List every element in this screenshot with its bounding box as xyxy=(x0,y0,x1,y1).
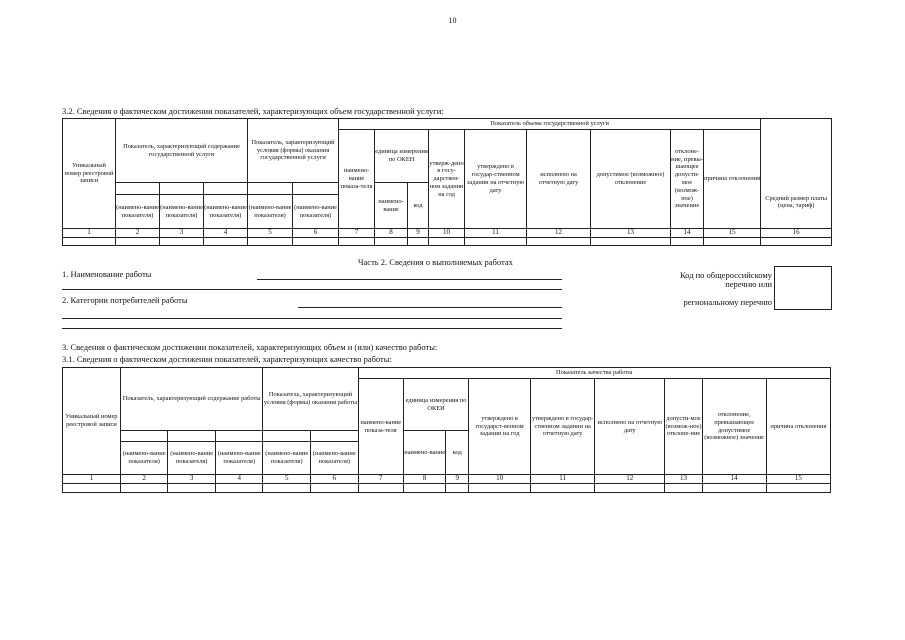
column-number: 15 xyxy=(766,475,830,484)
code-label-2: перечню или xyxy=(725,279,772,289)
page-number: 10 xyxy=(448,16,457,25)
sub-indicator-name: (наимено-вание показателя) xyxy=(116,195,160,229)
column-number: 5 xyxy=(263,475,311,484)
done-header: исполнено на отчетную дату xyxy=(527,130,591,229)
column-number: 7 xyxy=(339,229,375,238)
spacer-cell xyxy=(204,183,248,195)
data-cell[interactable] xyxy=(215,484,263,493)
content-indicator-header: Показатель, характеризующий содержание работы xyxy=(120,368,263,431)
column-number: 3 xyxy=(160,229,204,238)
sub-indicator-name: (наимено-вание показателя) xyxy=(310,442,358,475)
spacer-cell xyxy=(293,183,339,195)
data-cell[interactable] xyxy=(446,484,469,493)
sub-indicator-name: (наимено-вание показателя) xyxy=(204,195,248,229)
unique-number-header: Уникальный номер реестровой записи xyxy=(63,368,121,475)
consumers-line[interactable] xyxy=(298,307,562,308)
approved-year-header: утверж-дено в госу-дарствен-ном задании на год xyxy=(429,130,465,229)
data-cell[interactable] xyxy=(168,484,216,493)
sub-indicator-name: (наимено-вание показателя) xyxy=(293,195,339,229)
column-number: 3 xyxy=(168,475,216,484)
data-cell[interactable] xyxy=(293,238,339,246)
column-number: 1 xyxy=(63,229,116,238)
data-cell[interactable] xyxy=(671,238,704,246)
column-number: 4 xyxy=(204,229,248,238)
column-number: 16 xyxy=(761,229,832,238)
unit-name-header: наимено-вание xyxy=(375,183,408,229)
column-number: 1 xyxy=(63,475,121,484)
column-number: 9 xyxy=(408,229,429,238)
spacer-cell xyxy=(168,431,216,442)
column-number: 12 xyxy=(527,229,591,238)
sub-indicator-name: (наимено-вание показателя) xyxy=(160,195,204,229)
work-name-label: 1. Наименование работы xyxy=(62,269,152,279)
price-header: Средний размер платы (цена, тариф) xyxy=(761,195,832,229)
volume-indicator-header: Показатель объема государственной услуги xyxy=(339,119,761,130)
data-cell[interactable] xyxy=(310,484,358,493)
unit-name-header: наимено-вание xyxy=(403,431,445,475)
spacer-cell xyxy=(263,431,311,442)
column-number: 10 xyxy=(429,229,465,238)
spacer-cell xyxy=(160,183,204,195)
data-cell[interactable] xyxy=(120,484,168,493)
data-cell[interactable] xyxy=(595,484,665,493)
data-cell[interactable] xyxy=(160,238,204,246)
quality-indicator-header: Показатель качества работы xyxy=(358,368,830,379)
sub-indicator-name: (наимено-вание показателя) xyxy=(248,195,293,229)
condition-indicator-header: Показатель, характеризующий условия (формы) оказания работы xyxy=(263,368,358,431)
allowed-deviation-header: допустимое (возможное) отклонение xyxy=(591,130,671,229)
data-cell[interactable] xyxy=(63,238,116,246)
spacer-cell xyxy=(215,431,263,442)
work-name-line[interactable] xyxy=(257,279,562,280)
column-number: 13 xyxy=(665,475,702,484)
data-cell[interactable] xyxy=(591,238,671,246)
data-cell[interactable] xyxy=(469,484,531,493)
data-cell[interactable] xyxy=(665,484,702,493)
column-number: 5 xyxy=(248,229,293,238)
data-cell[interactable] xyxy=(263,484,311,493)
section-3-title: 3. Сведения о фактическом достижении показателей, характеризующих объем и (или) качество работы: xyxy=(62,342,438,352)
data-cell[interactable] xyxy=(465,238,527,246)
sub-indicator-name: (наимено-вание показателя) xyxy=(215,442,263,475)
indicator-name-header: наимено-вание показа-теля xyxy=(358,379,403,475)
indicator-name-header: наимено-вание показа-теля xyxy=(339,130,375,229)
deviation-reason-header: причина отклонения xyxy=(766,379,830,475)
approved-year-header: утверждено в государст-венном задании на год xyxy=(469,379,531,475)
unit-header: единица измерения по ОКЕН xyxy=(375,130,429,183)
column-number: 11 xyxy=(465,229,527,238)
approved-date-header: утверждено в государ-ственном задании на отчетную дату xyxy=(531,379,595,475)
sub-indicator-name: (наимено-вание показателя) xyxy=(263,442,311,475)
spacer-cell xyxy=(248,183,293,195)
unit-code-header: код xyxy=(408,183,429,229)
data-cell[interactable] xyxy=(408,238,429,246)
condition-indicator-header: Показатель, характеризующий условия (формы) оказания государственной услуги xyxy=(248,119,339,183)
unique-number-header: Уникальный номер реестровой записи xyxy=(63,119,116,229)
data-cell[interactable] xyxy=(403,484,445,493)
column-number: 7 xyxy=(358,475,403,484)
work-quality-table xyxy=(62,367,831,493)
column-number: 8 xyxy=(403,475,445,484)
data-cell[interactable] xyxy=(358,484,403,493)
unit-code-header: код xyxy=(446,431,469,475)
column-number: 14 xyxy=(702,475,766,484)
data-cell[interactable] xyxy=(339,238,375,246)
over-deviation-header: отклоне-ние, превы-шающее допусти-мое (возмож-ное) значение xyxy=(671,130,704,229)
consumers-label: 2. Категории потребителей работы xyxy=(62,295,188,305)
data-cell[interactable] xyxy=(375,238,408,246)
code-box[interactable] xyxy=(774,266,832,310)
column-number: 2 xyxy=(120,475,168,484)
column-number: 14 xyxy=(671,229,704,238)
data-cell[interactable] xyxy=(204,238,248,246)
data-cell[interactable] xyxy=(761,238,832,246)
section-3-1-title: 3.1. Сведения о фактическом достижении показателей, характеризующих качество работы: xyxy=(62,354,392,364)
service-volume-table xyxy=(62,118,832,246)
spacer-cell xyxy=(310,431,358,442)
code-label-1: Код по общероссийскому xyxy=(679,270,772,280)
spacer-cell xyxy=(120,431,168,442)
consumers-line-2[interactable] xyxy=(62,318,562,319)
done-header: исполнено на отчетную дату xyxy=(595,379,665,475)
allowed-deviation-header: допусти-мое (возмож-ное) отклоне-ние xyxy=(665,379,702,475)
section-3-2-title: 3.2. Сведения о фактическом достижении показателей, характеризующих объем государственной услуги: xyxy=(62,106,444,116)
data-cell[interactable] xyxy=(527,238,591,246)
sub-indicator-name: (наимено-вание показателя) xyxy=(168,442,216,475)
column-number: 13 xyxy=(591,229,671,238)
content-indicator-header: Показатель, характеризующий содержание государственной услуги xyxy=(116,119,248,183)
work-name-line-2[interactable] xyxy=(62,289,562,290)
data-cell[interactable] xyxy=(116,238,160,246)
deviation-reason-header: причина отклонения xyxy=(704,130,761,229)
approved-date-header: утверждено в государ-ственном задании на отчетную дату xyxy=(465,130,527,229)
data-cell[interactable] xyxy=(429,238,465,246)
column-number: 9 xyxy=(446,475,469,484)
part-2-title: Часть 2. Сведения о выполняемых работах xyxy=(358,257,513,267)
consumers-line-3[interactable] xyxy=(62,328,562,329)
data-cell[interactable] xyxy=(63,484,121,493)
column-number: 6 xyxy=(310,475,358,484)
data-cell[interactable] xyxy=(531,484,595,493)
data-cell[interactable] xyxy=(704,238,761,246)
unit-header: единица измерения по ОКЕИ xyxy=(403,379,468,431)
column-number: 12 xyxy=(595,475,665,484)
column-number: 10 xyxy=(469,475,531,484)
column-number: 15 xyxy=(704,229,761,238)
column-number: 11 xyxy=(531,475,595,484)
column-number: 4 xyxy=(215,475,263,484)
column-number: 8 xyxy=(375,229,408,238)
code-label-3: региональному перечню xyxy=(683,297,772,307)
sub-indicator-name: (наимено-вание показателя) xyxy=(120,442,168,475)
column-number: 2 xyxy=(116,229,160,238)
over-deviation-header: отклонение, превышающее допустимое (возможное) значение xyxy=(702,379,766,475)
data-cell[interactable] xyxy=(248,238,293,246)
data-cell[interactable] xyxy=(702,484,766,493)
data-cell[interactable] xyxy=(766,484,830,493)
spacer-cell xyxy=(116,183,160,195)
spacer-cell xyxy=(761,119,832,195)
column-number: 6 xyxy=(293,229,339,238)
